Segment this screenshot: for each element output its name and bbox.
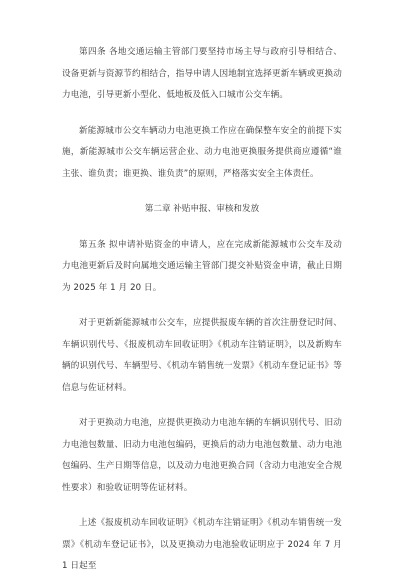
chapter-heading: 第二章 补贴申报、审核和发放 — [144, 204, 260, 214]
certificate-date-paragraph: 上述《报废机动车回收证明》《机动车注销证明》《机动车销售统一发票》《机动车登记证书》，以及更换动力电池验收证明应于 2024 年 7 月 1 日起至 — [62, 518, 342, 571]
battery-safety-paragraph: 新能源城市公交车辆动力电池更换工作应在确保整车安全的前提下实施，新能源城市公交车辆运营企业、动力电池更换服务提供商应遵循“谁主张、谁负责；谁更换、谁负责”的原则，严格落实安全主体责任。 — [62, 125, 342, 179]
battery-replacement-materials-paragraph: 对于更换动力电池，应提供更换动力电池车辆的车辆识别代号、旧动力电池包数量、旧动力电池包编码，更换后的动力电池包数量、动力电池包编码、生产日期等信息，以及动力电池更换合同（含动力电池安全合规性要求）和验收证明等佐证材料。 — [62, 418, 342, 493]
article-4-paragraph: 第四条 各地交通运输主管部门要坚持市场主导与政府引导相结合、设备更新与资源节约相结合，指导申请人因地制宜选择更新车辆或更换动力电池，引导更新小型化、低地板及低入口城市公交车辆。 — [62, 47, 342, 100]
article-5-paragraph: 第五条 拟申请补贴资金的申请人，应在完成新能源城市公交车及动力电池更新后及时向属地交通运输主管部门提交补贴资金申请，截止日期为 2025 年 1 月 20 日。 — [62, 239, 342, 293]
bus-renewal-materials-paragraph: 对于更新新能源城市公交车，应提供报废车辆的首次注册登记时间、车辆识别代号、《报废机动车回收证明》《机动车注销证明》，以及新购车辆的识别代号、车辆型号、《机动车销售统一发票》《机动车登记证书》等信息与佐证材料。 — [62, 318, 342, 393]
